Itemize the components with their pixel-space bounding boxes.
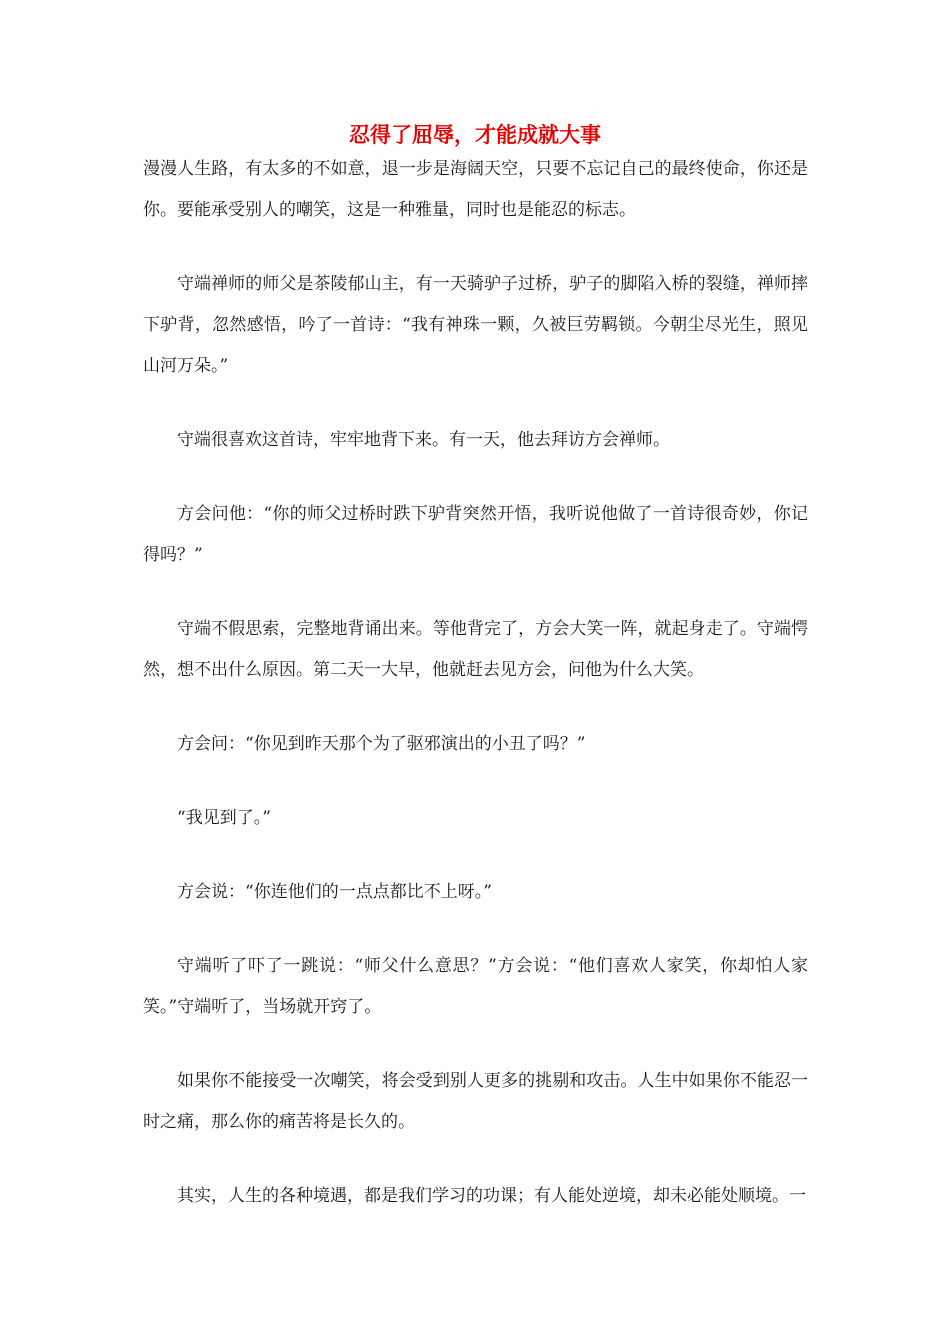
paragraph-5: 守端不假思索，完整地背诵出来。等他背完了，方会大笑一阵，就起身走了。守端愕然，想不出什么原因。第二天一大早，他就赶去见方会，问他为什么大笑。 (143, 619, 808, 680)
paragraph-3: 守端很喜欢这首诗，牢牢地背下来。有一天，他去拜访方会禅师。 (177, 430, 670, 450)
paragraph-10: 如果你不能接受一次嘲笑，将会受到别人更多的挑剔和攻击。人生中如果你不能忍一时之痛，那么你的痛苦将是长久的。 (143, 1071, 808, 1132)
paragraph-1: 漫漫人生路，有太多的不如意，退一步是海阔天空，只要不忘记自己的最终使命，你还是你。要能承受别人的嘲笑，这是一种雅量，同时也是能忍的标志。 (143, 159, 808, 220)
paragraph-2: 守端禅师的师父是茶陵郁山主，有一天骑驴子过桥，驴子的脚陷入桥的裂缝，禅师摔下驴背，忽然感悟，吟了一首诗：“我有神珠一颗，久被巨劳羁锁。今朝尘尽光生，照见山河万朵。” (143, 274, 808, 376)
paragraph-4: 方会问他：“你的师父过桥时跌下驴背突然开悟，我听说他做了一首诗很奇妙，你记得吗？” (143, 504, 808, 565)
document-body (143, 149, 808, 1217)
paragraph-7: “我见到了。” (177, 808, 271, 828)
paragraph-9: 守端听了吓了一跳说：“师父什么意思？”方会说：“他们喜欢人家笑，你却怕人家笑。”守端听了，当场就开窍了。 (143, 956, 808, 1017)
paragraph-6: 方会问：“你见到昨天那个为了驱邪演出的小丑了吗？” (177, 734, 586, 754)
paragraph-11: 其实，人生的各种境遇，都是我们学习的功课；有人能处逆境，却未必能处顺境。一 (177, 1186, 806, 1206)
document-title: 忍得了屈辱，才能成就大事 (349, 122, 601, 147)
paragraph-8: 方会说：“你连他们的一点点都比不上呀。” (177, 882, 492, 902)
